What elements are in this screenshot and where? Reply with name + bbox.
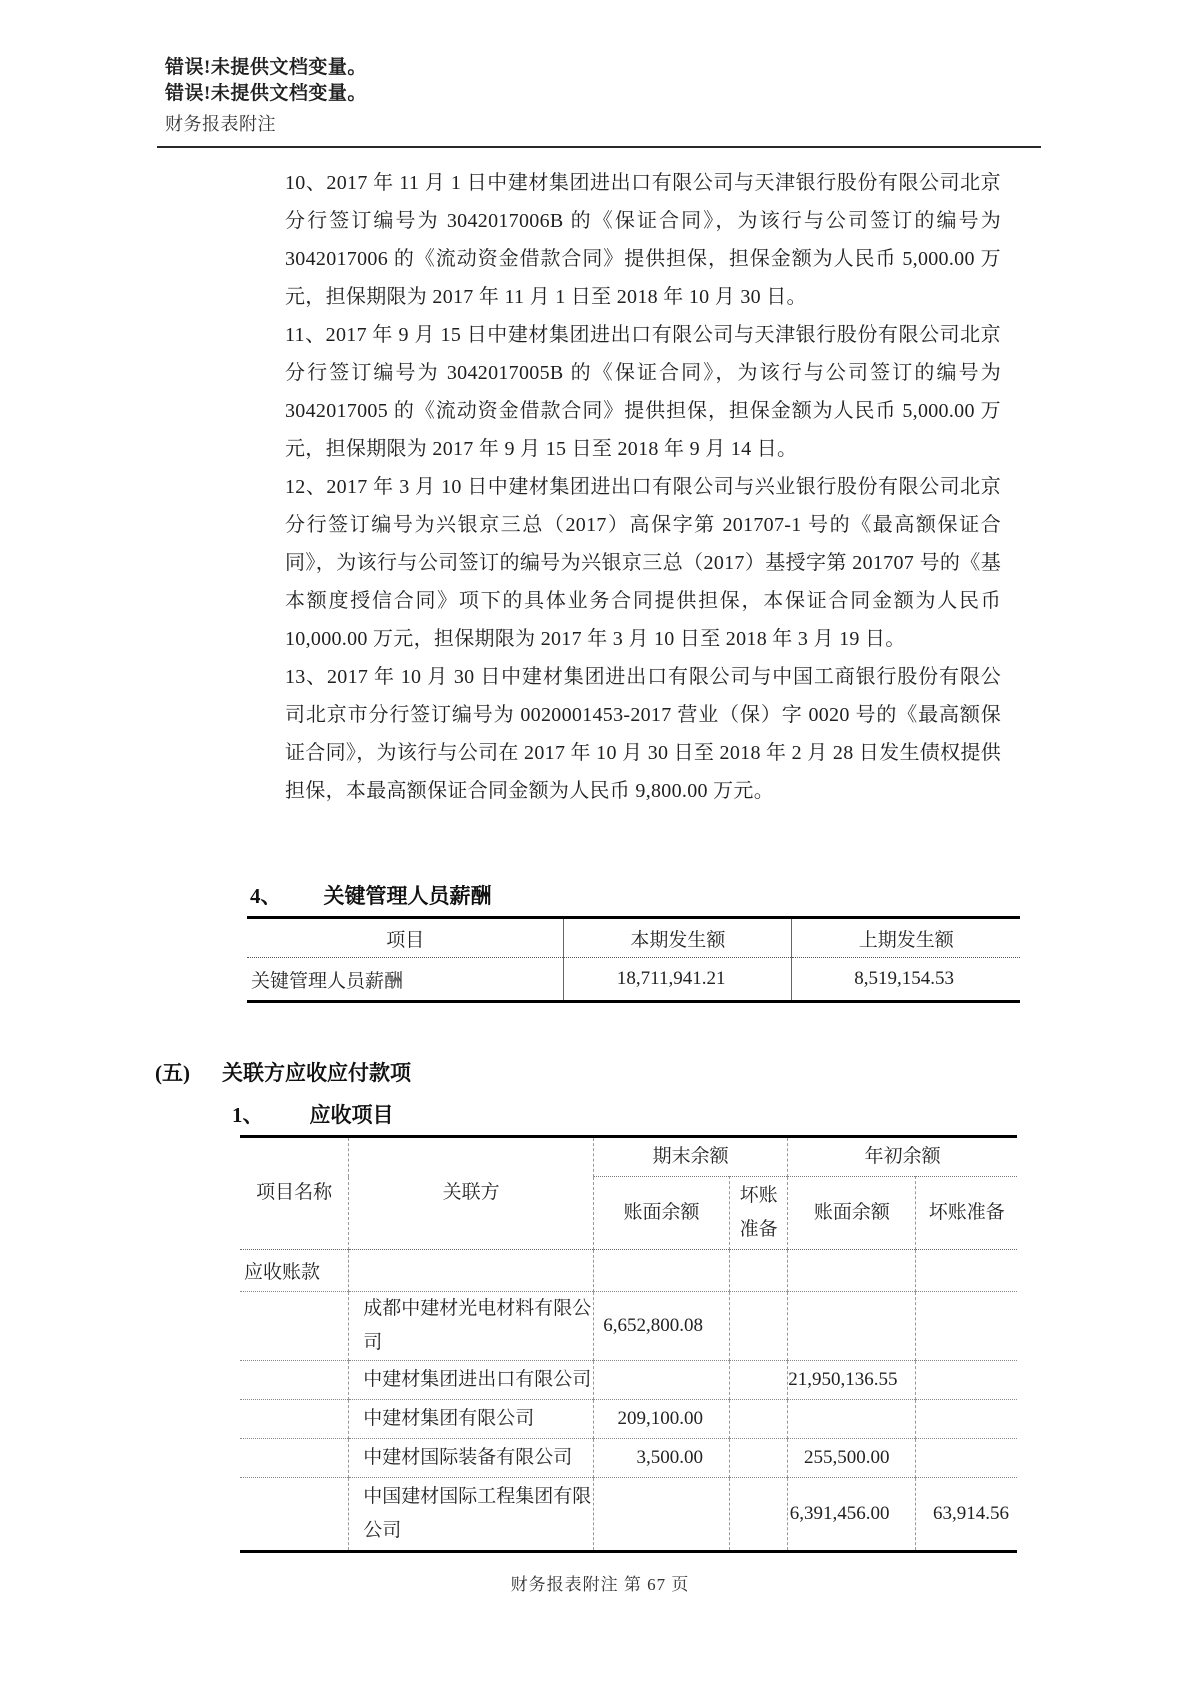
header-section-label: 财务报表附注 bbox=[165, 114, 276, 134]
table-cell-end-bad bbox=[729, 1361, 787, 1400]
table-cell-party: 中国建材国际工程集团有限公司 bbox=[349, 1478, 594, 1552]
receivables-header-group-row bbox=[240, 1137, 1017, 1177]
table-cell-end-book: 6,652,800.08 bbox=[594, 1292, 730, 1361]
table-cell-item: 应收账款 bbox=[244, 1262, 321, 1283]
column-header-book-balance-end: 账面余额 bbox=[594, 1177, 730, 1250]
column-header-current-period: 本期发生额 bbox=[564, 918, 792, 958]
table-cell-end-book: 209,100.00 bbox=[594, 1400, 730, 1439]
table-row bbox=[240, 1439, 1017, 1478]
section4-title: 关键管理人员薪酬 bbox=[323, 884, 492, 908]
table-cell-end-bad bbox=[729, 1292, 787, 1361]
column-header-item-name: 项目名称 bbox=[256, 1182, 333, 1204]
table-cell-item bbox=[240, 1439, 349, 1478]
column-group-beginning-balance: 年初余额 bbox=[788, 1137, 1017, 1177]
guarantee-paragraphs bbox=[285, 164, 1001, 810]
table-row bbox=[247, 958, 1020, 1002]
table-cell-begin-bad: 63,914.56 bbox=[916, 1478, 1017, 1552]
table-cell-party: 中建材集团有限公司 bbox=[349, 1400, 594, 1439]
section5-heading bbox=[155, 1059, 1200, 1087]
footer-page-label: 财务报表附注 第 67 页 bbox=[510, 1575, 690, 1594]
column-header-related-party: 关联方 bbox=[349, 1137, 594, 1250]
subsection1-heading bbox=[232, 1101, 1200, 1129]
table-cell-current-amount: 18,711,941.21 bbox=[564, 958, 792, 1002]
section4-number: 4、 bbox=[250, 884, 282, 908]
table-row bbox=[240, 1400, 1017, 1439]
compensation-table-header-row bbox=[247, 918, 1020, 958]
subsection1-number: 1、 bbox=[232, 1103, 264, 1127]
table-cell-party: 中建材集团进出口有限公司 bbox=[349, 1361, 594, 1400]
table-cell-begin-book bbox=[788, 1250, 916, 1292]
column-header-bad-debt-provision-begin: 坏账准备 bbox=[916, 1177, 1017, 1250]
subsection1-title: 应收项目 bbox=[309, 1103, 394, 1127]
table-cell-begin-bad bbox=[916, 1292, 1017, 1361]
header-doc-variable-1: 错误!未提供文档变量。 bbox=[165, 57, 367, 78]
column-header-book-balance-begin: 账面余额 bbox=[788, 1177, 916, 1250]
compensation-table bbox=[247, 916, 1020, 1003]
table-row bbox=[240, 1478, 1017, 1552]
table-cell-item bbox=[240, 1292, 349, 1361]
header-doc-variable-2: 错误!未提供文档变量。 bbox=[165, 83, 367, 104]
page-footer bbox=[0, 1570, 1200, 1595]
table-cell-begin-book: 255,500.00 bbox=[788, 1439, 916, 1478]
table-cell-begin-bad bbox=[916, 1400, 1017, 1439]
table-cell-item bbox=[240, 1400, 349, 1439]
table-cell-party: 中建材国际装备有限公司 bbox=[349, 1439, 594, 1478]
paragraph-item-13: 13、2017 年 10 月 30 日中建材集团进出口有限公司与中国工商银行股份有限公司北京市分行签订编号为 0020001453-2017 营业（保）字 0020 号的《最高额保证合同》，为该行与公司在 2017 年 10 月 30 日至 2018 年 2 月 28 日发生债权提供担保，本最高额保证合同金额为人民币 9,800.00 万元。 bbox=[285, 666, 1001, 802]
table-cell-item: 关键管理人员薪酬 bbox=[251, 970, 404, 992]
paragraph-item-10: 10、2017 年 11 月 1 日中建材集团进出口有限公司与天津银行股份有限公司北京分行签订编号为 3042017006B 的《保证合同》，为该行与公司签订的编号为 3042017006 的《流动资金借款合同》提供担保，担保金额为人民币 5,000.00 万元，担保期限为 2017 年 11 月 1 日至 2018 年 10 月 30 日。 bbox=[285, 172, 1001, 308]
paragraph-item-11: 11、2017 年 9 月 15 日中建材集团进出口有限公司与天津银行股份有限公司北京分行签订编号为 3042017005B 的《保证合同》，为该行与公司签订的编号为 3042017005 的《流动资金借款合同》提供担保，担保金额为人民币 5,000.00 万元，担保期限为 2017 年 9 月 15 日至 2018 年 9 月 14 日。 bbox=[285, 324, 1001, 460]
table-cell-begin-bad bbox=[916, 1250, 1017, 1292]
table-cell-end-bad bbox=[729, 1478, 787, 1552]
table-cell-begin-book: 21,950,136.55 bbox=[788, 1361, 916, 1400]
table-cell-end-book bbox=[594, 1478, 730, 1552]
page-header bbox=[165, 55, 1200, 137]
table-cell-party bbox=[349, 1250, 594, 1292]
section4-heading bbox=[250, 882, 1200, 910]
header-rule bbox=[157, 146, 1041, 148]
column-group-ending-balance: 期末余额 bbox=[594, 1137, 788, 1177]
section5-number: (五) bbox=[155, 1061, 190, 1085]
table-cell-end-bad bbox=[729, 1439, 787, 1478]
table-row-accounts-receivable bbox=[240, 1250, 1017, 1292]
table-cell-end-bad bbox=[729, 1400, 787, 1439]
table-row bbox=[240, 1361, 1017, 1400]
column-header-bad-debt-provision-end: 坏账准备 bbox=[729, 1177, 787, 1250]
table-cell-begin-book: 6,391,456.00 bbox=[788, 1478, 916, 1552]
receivables-table bbox=[240, 1135, 1017, 1553]
table-cell-end-book: 3,500.00 bbox=[594, 1439, 730, 1478]
table-cell-prior-amount: 8,519,154.53 bbox=[792, 958, 1020, 1002]
table-cell-begin-bad bbox=[916, 1361, 1017, 1400]
table-cell-begin-bad bbox=[916, 1439, 1017, 1478]
table-cell-end-bad bbox=[729, 1250, 787, 1292]
column-header-item: 项目 bbox=[386, 929, 425, 951]
table-cell-end-book bbox=[594, 1250, 730, 1292]
section5-title: 关联方应收应付款项 bbox=[222, 1061, 411, 1085]
table-row bbox=[240, 1292, 1017, 1361]
table-cell-item bbox=[240, 1478, 349, 1552]
table-cell-end-book bbox=[594, 1361, 730, 1400]
paragraph-item-12: 12、2017 年 3 月 10 日中建材集团进出口有限公司与兴业银行股份有限公司北京分行签订编号为兴银京三总（2017）高保字第 201707-1 号的《最高额保证合同》，为该行与公司签订的编号为兴银京三总（2017）基授字第 201707 号的《基本额度授信合同》项下的具体业务合同提供担保，本保证合同金额为人民币 10,000.00 万元，担保期限为 2017 年 3 月 10 日至 2018 年 3 月 19 日。 bbox=[285, 476, 1001, 650]
table-cell-begin-book bbox=[788, 1292, 916, 1361]
table-cell-item bbox=[240, 1361, 349, 1400]
table-cell-party: 成都中建材光电材料有限公司 bbox=[349, 1292, 594, 1361]
table-cell-begin-book bbox=[788, 1400, 916, 1439]
column-header-prior-period: 上期发生额 bbox=[792, 918, 1020, 958]
